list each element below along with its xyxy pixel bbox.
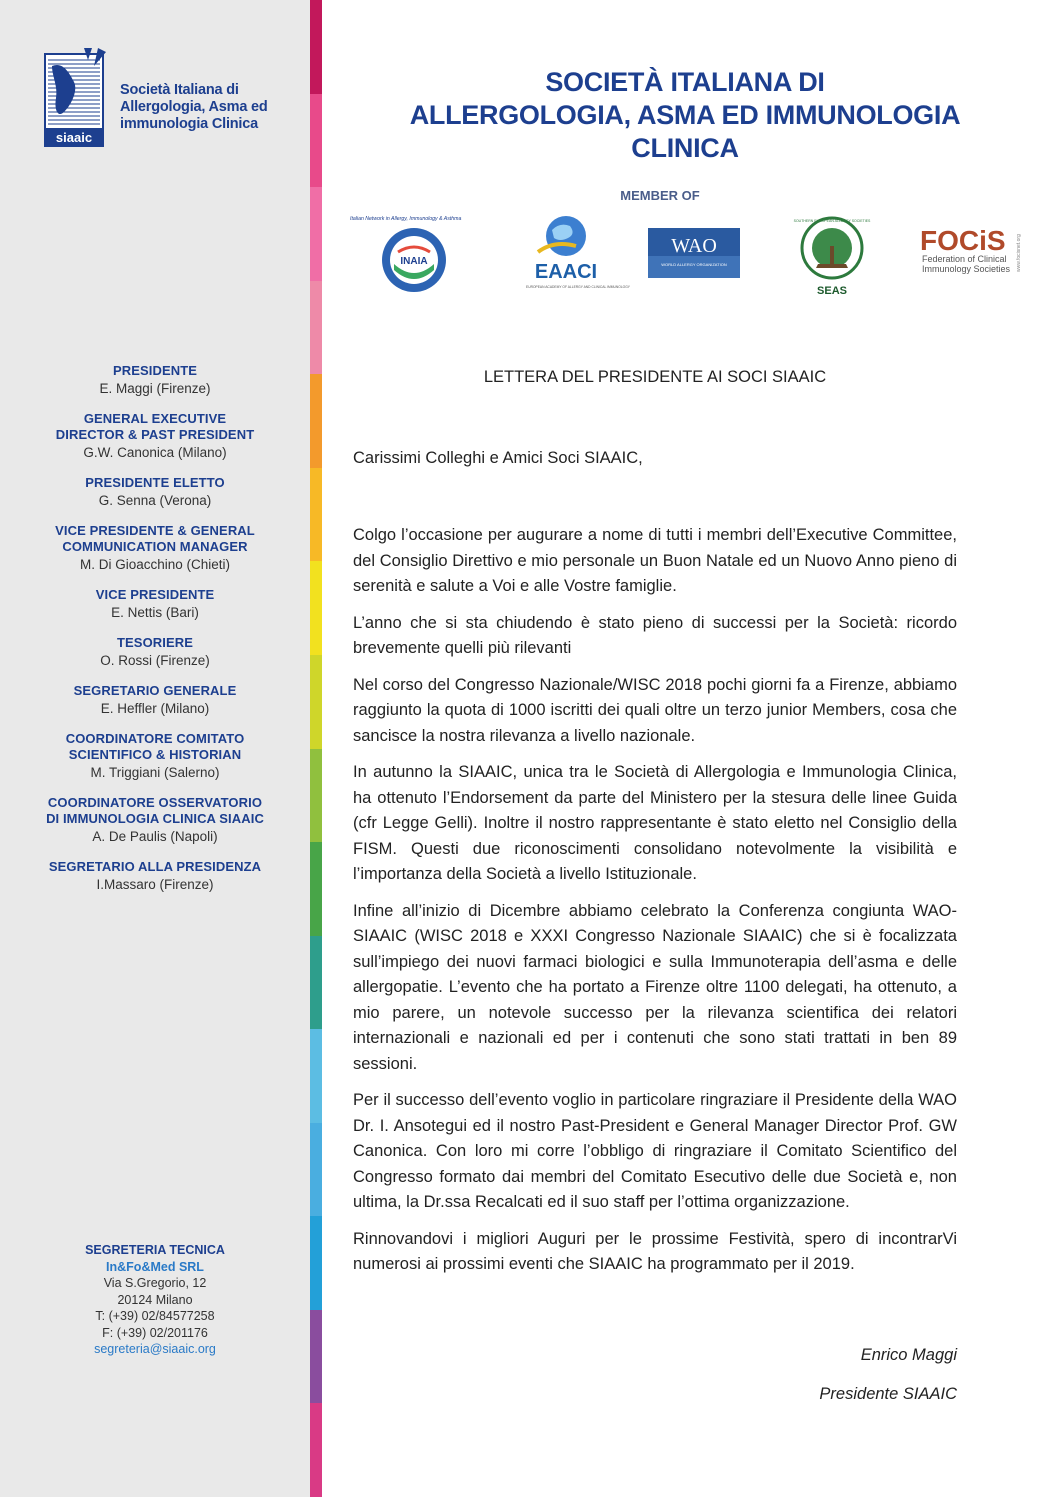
stripe-segment: [310, 1216, 322, 1310]
role-title: COORDINATORE COMITATO SCIENTIFICO & HISTORIAN: [65, 731, 245, 762]
color-stripe: [310, 0, 322, 1497]
focis-logo: [920, 224, 1024, 280]
secretariat-city: 20124 Milano: [117, 1292, 193, 1307]
letter-paragraph: L’anno che si sta chiudendo è stato pieno di successi per la Società: ricordo brevemente quelli più rilevanti: [353, 613, 957, 657]
secretariat-fax: F: (+39) 02/201176: [102, 1325, 208, 1340]
siaaic-logo-mark-icon: [44, 46, 110, 149]
secretariat-title: SEGRETERIA TECNICA: [85, 1243, 225, 1257]
board-role: [0, 795, 310, 846]
role-name: E. Heffler (Milano): [100, 701, 210, 716]
focis-url: www.focisnet.org: [1016, 234, 1022, 272]
stripe-segment: [310, 1029, 322, 1123]
role-name: E. Nettis (Bari): [111, 605, 199, 620]
seas-name: SEAS: [817, 285, 847, 297]
wao-name: WAO: [671, 235, 717, 257]
stripe-segment: [310, 281, 322, 375]
role-name: E. Maggi (Firenze): [99, 381, 211, 396]
inaia-name: INAIA: [400, 256, 428, 267]
stripe-segment: [310, 1310, 322, 1404]
role-name: M. Di Gioacchino (Chieti): [79, 557, 231, 572]
board-role: [0, 363, 310, 398]
seas-logo: [793, 216, 871, 298]
secretariat-street: Via S.Gregorio, 12: [103, 1276, 207, 1290]
secretariat-phone: T: (+39) 02/84577258: [95, 1309, 215, 1323]
stripe-segment: [310, 561, 322, 655]
letter-title: LETTERA DEL PRESIDENTE AI SOCI SIAAIC: [483, 368, 827, 386]
wao-tagline: WORLD ALLERGY ORGANIZATION: [661, 262, 727, 267]
letter-paragraph: Per il successo dell’evento voglio in particolare ringraziare il Presidente della WAO Dr. I. Ansotegui ed il nostro Past-President e General Manager Director Prof. GW Canonica. Con loro mi corre l’obbligo di ringraziare il Comitato Scientifico del Congresso formato dai membri del Comitato Esecutivo delle due Società e, non ultima, la Dr.ssa Recalcati ed il suo staff per l’ottima organizzazione.: [353, 1091, 957, 1211]
secretariat-contact: [0, 1242, 310, 1358]
secretariat-email-link[interactable]: segreteria@siaaic.org: [94, 1342, 216, 1356]
role-title: PRESIDENTE ELETTO: [85, 475, 225, 490]
secretariat-company: In&Fo&Med SRL: [106, 1259, 204, 1274]
board-role: [0, 683, 310, 718]
signature-name: Enrico Maggi: [860, 1346, 957, 1364]
focis-tagline-line1: Federation of Clinical: [922, 254, 1007, 264]
role-title: COORDINATORE OSSERVATORIO DI IMMUNOLOGIA CLINICA SIAAIC: [46, 795, 264, 826]
seas-ring-text: SOUTHERN EUROPEAN ALLERGY SOCIETIES: [793, 219, 871, 223]
siaaic-logo: [44, 46, 284, 156]
role-title: SEGRETARIO GENERALE: [73, 683, 237, 698]
letter-paragraph: Infine all’inizio di Dicembre abbiamo celebrato la Conferenza congiunta WAO-SIAAIC (WISC 2018 e XXXI Congresso Nazionale SIAAIC) che si è focalizzata sull’impiego dei nuovi farmaci biologici e sulla Immunoterapia dell’asma e delle allergopatie. L’evento che ha portato a Firenze oltre 1100 delegati, ha ottenuto, a mio parere, un notevole successo per la rilevanza scientifica dei relatori internazionali e nazionali ed per i contenuti che sono stati trattati in ben 89 sessioni.: [353, 901, 957, 1073]
board-list: [0, 363, 310, 907]
role-title: SEGRETARIO ALLA PRESIDENZA: [48, 859, 262, 874]
role-title: PRESIDENTE: [112, 363, 198, 378]
inaia-logo: [350, 212, 486, 296]
role-name: I.Massaro (Firenze): [96, 877, 214, 892]
role-title: TESORIERE: [116, 635, 194, 650]
board-role: [0, 587, 310, 622]
eaaci-name: EAACI: [534, 261, 598, 283]
focis-name: FOCiS: [920, 225, 1006, 256]
letter-paragraph: Rinnovandovi i migliori Auguri per le prossime Festività, spero di incontrarVi numerosi ai prossimi eventi che SIAAIC ha programmato per il 2019.: [353, 1229, 957, 1273]
stripe-segment: [310, 187, 322, 281]
board-role: [0, 859, 310, 894]
role-title: VICE PRESIDENTE: [95, 587, 215, 602]
stripe-segment: [310, 655, 322, 749]
wao-logo: [648, 228, 740, 278]
role-title: VICE PRESIDENTE & GENERAL COMMUNICATION MANAGER: [55, 523, 255, 554]
eaaci-logo: [524, 212, 631, 296]
stripe-segment: [310, 0, 322, 94]
board-role: [0, 411, 310, 462]
role-name: M. Triggiani (Salerno): [90, 765, 220, 780]
eaaci-tagline: EUROPEAN ACADEMY OF ALLERGY AND CLINICAL IMMUNOLOGY: [526, 285, 631, 289]
letter-paragraph: In autunno la SIAAIC, unica tra le Società di Allergologia e Immunologia Clinica, ha ottenuto l’Endorsement da parte del Ministero per la stesura delle linee Guida (cfr Legge Gelli). Inoltre il nostro rappresentante è stato eletto nel Consiglio della FISM. Questi due riconoscimenti consolidano notevolmente la visibilità e l’importanza della Società a livello Istituzionale.: [353, 763, 957, 883]
logo-text: Società Italiana di Allergologia, Asma ed immunologia Clinica: [120, 82, 268, 132]
board-role: [0, 475, 310, 510]
stripe-segment: [310, 94, 322, 188]
stripe-segment: [310, 468, 322, 562]
sidebar: [0, 0, 310, 1497]
society-title: SOCIETÀ ITALIANA DI ALLERGOLOGIA, ASMA ED IMMUNOLOGIA CLINICA: [409, 67, 961, 163]
role-name: G.W. Canonica (Milano): [83, 445, 227, 460]
stripe-segment: [310, 374, 322, 468]
letter-body: [353, 523, 957, 1289]
role-title: GENERAL EXECUTIVE DIRECTOR & PAST PRESIDENT: [55, 411, 255, 442]
inaia-tagline: Italian Network in Allergy, Immunology & Asthma: [350, 216, 462, 222]
logo-mark-text: siaaic: [55, 130, 93, 145]
letter-paragraph: Colgo l’occasione per augurare a nome di tutti i membri dell’Executive Committee, del Consiglio Direttivo e mio personale un Buon Natale ed un Nuovo Anno pieno di serenità e salute a Voi e alle Vostre famiglie.: [353, 526, 957, 595]
stripe-segment: [310, 936, 322, 1030]
board-role: [0, 731, 310, 782]
stripe-segment: [310, 1403, 322, 1497]
board-role: [0, 523, 310, 574]
stripe-segment: [310, 749, 322, 843]
role-name: A. De Paulis (Napoli): [92, 829, 218, 844]
signature-role: Presidente SIAAIC: [819, 1385, 957, 1403]
board-role: [0, 635, 310, 670]
stripe-segment: [310, 842, 322, 936]
letter-paragraph: Nel corso del Congresso Nazionale/WISC 2018 pochi giorni fa a Firenze, abbiamo raggiunto la quota di 1000 iscritti dei quali oltre un terzo junior Members, cosa che sancisce la nostra rilevanza a livello nazionale.: [353, 675, 957, 745]
role-name: O. Rossi (Firenze): [100, 653, 210, 668]
stripe-segment: [310, 1123, 322, 1217]
role-name: G. Senna (Verona): [98, 493, 212, 508]
member-of-label: MEMBER OF: [620, 188, 700, 203]
focis-tagline-line2: Immunology Societies: [922, 264, 1011, 274]
letter-salutation: Carissimi Colleghi e Amici Soci SIAAIC,: [353, 449, 643, 467]
